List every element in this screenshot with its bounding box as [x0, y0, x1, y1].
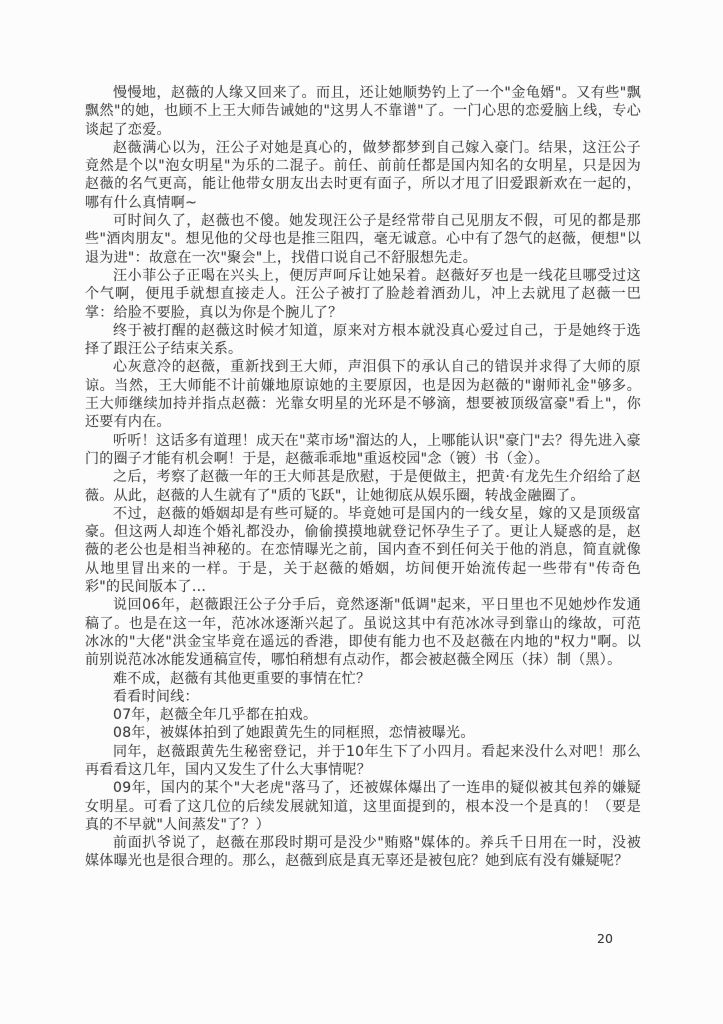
paragraph: 说回06年，赵薇跟汪公子分手后，竟然逐渐"低调"起来，平日里也不见她炒作发通稿了。也是在这一年，范冰冰逐渐兴起了。虽说这其中有范冰冰寻到靠山的缘故，可范冰冰的"大佬"洪金宝毕竟在遥远的香港，即使有能力也不及赵薇在内地的"权力"啊。以前别说范冰冰能发通稿宣传，哪怕稍想有点动作，都会被赵薇全网压（抹）制（黑）。 — [85, 597, 641, 669]
paragraph: 心灰意冷的赵薇，重新找到王大师，声泪俱下的承认自己的错误并求得了大师的原谅。当然，王大师能不计前嫌地原谅她的主要原因，也是因为赵薇的"谢师礼金"够多。王大师继续加持并指点赵薇：光靠女明星的光环是不够滴，想要被顶级富豪"看上"，你还要有内在。 — [85, 359, 641, 431]
paragraph: 同年，赵薇跟黄先生秘密登记，并于10年生下了小四月。看起来没什么对吧！那么再看看这几年，国内又发生了什么大事情呢？ — [85, 743, 641, 778]
paragraph: 听听！这话多有道理！成天在"菜市场"溜达的人，上哪能认识"豪门"去？得先进入豪门的圈子才能有机会啊！于是，赵薇乖乖地"重返校园"念（镀）书（金）。 — [85, 432, 641, 467]
paragraph: 08年，被媒体拍到了她跟黄先生的同框照，恋情被曝光。 — [113, 725, 475, 742]
paragraph: 09年，国内的某个"大老虎"落马了，还被媒体爆出了一连串的疑似被其包养的嫌疑女明星。可看了这几位的后续发展就知道，这里面提到的，根本没一个是真的！（要是真的不早就"人间蒸发"了？） — [85, 780, 641, 833]
paragraph: 汪小菲公子正喝在兴头上，便厉声呵斥让她呆着。赵薇好歹也是一线花旦哪受过这个气啊，便甩手就想直接走人。汪公子被打了脸趁着酒劲儿，冲上去就甩了赵薇一巴掌：给脸不要脸，真以为你是个腕儿了？ — [85, 267, 641, 321]
paragraph: 之后，考察了赵薇一年的王大师甚是欣慰，于是便做主，把黄·有龙先生介绍给了赵薇。从此，赵薇的人生就有了"质的飞跃"，让她彻底从娱乐圈，转战金融圈了。 — [85, 469, 641, 504]
paragraph: 慢慢地，赵薇的人缘又回来了。而且，还让她顺势钓上了一个"金龟婿"。又有些"飘飘然"的她，也顾不上王大师告诫她的"这男人不靠谱"了。一门心思的恋爱脑上线，专心谈起了恋爱。 — [85, 85, 641, 138]
paragraph: 前面扒爷说了，赵薇在那段时期可是没少"贿赂"媒体的。养兵千日用在一时，没被媒体曝光也是很合理的。那么，赵薇到底是真无辜还是被包庇？她到底有没有嫌疑呢？ — [85, 835, 641, 870]
paragraph: 终于被打醒的赵薇这时候才知道，原来对方根本就没真心爱过自己，于是她终于选择了跟汪公子结束关系。 — [85, 322, 641, 358]
paragraph: 07年，赵薇全年几乎都在拍戏。 — [113, 707, 318, 724]
text-block — [85, 84, 641, 871]
paragraph: 不过，赵薇的婚姻却是有些可疑的。毕竟她可是国内的一线女星，嫁的又是顶级富豪。但这两人却连个婚礼都没办，偷偷摸摸地就登记怀孕生子了。更让人疑惑的是，赵薇的老公也是相当神秘的。在恋情曝光之前，国内查不到任何关于他的消息，简直就像从地里冒出来的一样。于是，关于赵薇的婚姻，坊间便开始流传起一些带有"传奇色彩"的民间版本了... — [85, 505, 641, 596]
paragraph: 赵薇满心以为，汪公子对她是真心的，做梦都梦到自己嫁入豪门。结果，这汪公子竟然是个以"泡女明星"为乐的二混子。前任、前前任都是国内知名的女明星，只是因为赵薇的名气更高，能让他带女朋友出去时更有面子，所以才甩了旧爱跟新欢在一起的，哪有什么真情啊~ — [85, 139, 641, 211]
paragraph: 看看时间线： — [113, 688, 199, 705]
paragraph: 难不成，赵薇有其他更重要的事情在忙？ — [113, 670, 371, 687]
page-number: 20 — [597, 931, 613, 946]
paragraph: 可时间久了，赵薇也不傻。她发现汪公子是经常带自己见朋友不假，可见的都是那些"酒肉朋友"。想见他的父母也是推三阻四，毫无诚意。心中有了怨气的赵薇，便想"以退为进"：故意在一次"聚会"上，找借口说自己不舒服想先走。 — [85, 213, 641, 266]
